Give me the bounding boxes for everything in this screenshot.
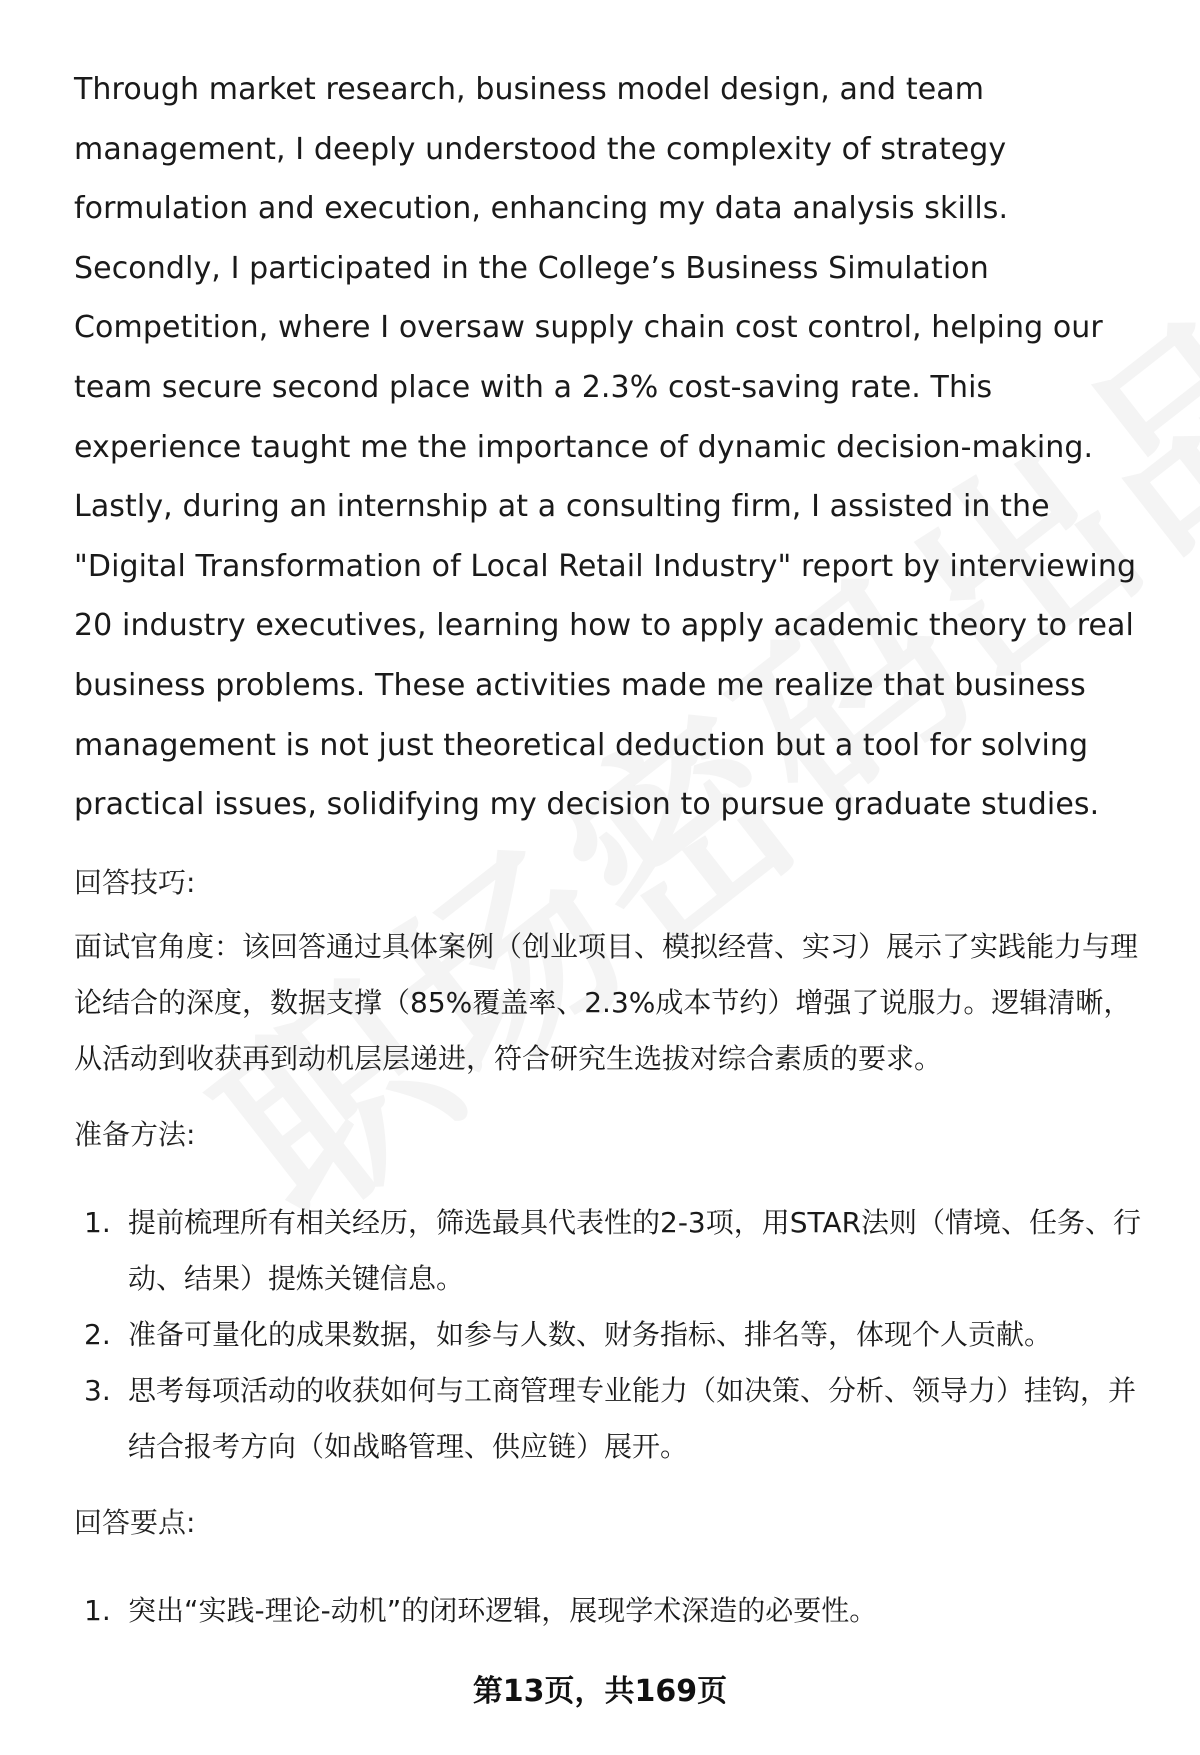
intro-paragraph: Through market research, business model design, and team management, I deeply understood the complexity of strategy formulation and execution, enhancing my data analysis skills. Secondly, I participated in the College’s Business Simulation Competition, where I oversaw supply chain cost control, helping our team secure second place with a 2.3% cost-saving rate. This experience taught me the importance of dynamic decision-making. Lastly, during an internship at a consulting firm, I assisted in the "Digital Transformation of Local Retail Industry" report by interviewing 20 industry executives, learning how to apply academic theory to real business problems. These activities made me realize that business management is not just theoretical deduction but a tool for solving practical issues, solidifying my decision to pursue graduate studies. <box>74 72 1137 823</box>
list-item <box>74 1307 1154 1363</box>
key-points-title: 回答要点: <box>74 1505 196 1539</box>
list-item-number: 2. <box>84 1317 111 1351</box>
list-item-number: 1. <box>84 1593 111 1627</box>
list-item-number: 3. <box>84 1373 111 1407</box>
list-item-text: 思考每项活动的收获如何与工商管理专业能力（如决策、分析、领导力）挂钩，并结合报考方向（如战略管理、供应链）展开。 <box>128 1373 1137 1463</box>
page-number-footer: 第13页，共169页 <box>472 1674 728 1709</box>
key-points-list <box>74 1583 1154 1639</box>
list-item-number: 1. <box>84 1205 111 1239</box>
list-item <box>74 1583 1154 1639</box>
tips-title: 回答技巧: <box>74 865 196 899</box>
tips-analysis: 面试官角度：该回答通过具体案例（创业项目、模拟经营、实习）展示了实践能力与理论结合的深度，数据支撑（85%覆盖率、2.3%成本节约）增强了说服力。逻辑清晰，从活动到收获再到动机层层递进，符合研究生选拔对综合素质的要求。 <box>74 929 1139 1075</box>
preparation-title: 准备方法: <box>74 1117 196 1151</box>
list-item-text: 准备可量化的成果数据，如参与人数、财务指标、排名等，体现个人贡献。 <box>128 1317 1053 1351</box>
list-item-text: 提前梳理所有相关经历，筛选最具代表性的2-3项，用STAR法则（情境、任务、行动、结果）提炼关键信息。 <box>128 1205 1142 1295</box>
list-item <box>74 1363 1154 1475</box>
list-item <box>74 1195 1154 1307</box>
preparation-list <box>74 1195 1154 1475</box>
list-item-text: 突出“实践-理论-动机”的闭环逻辑，展现学术深造的必要性。 <box>128 1593 878 1627</box>
page-content <box>74 60 1154 1639</box>
